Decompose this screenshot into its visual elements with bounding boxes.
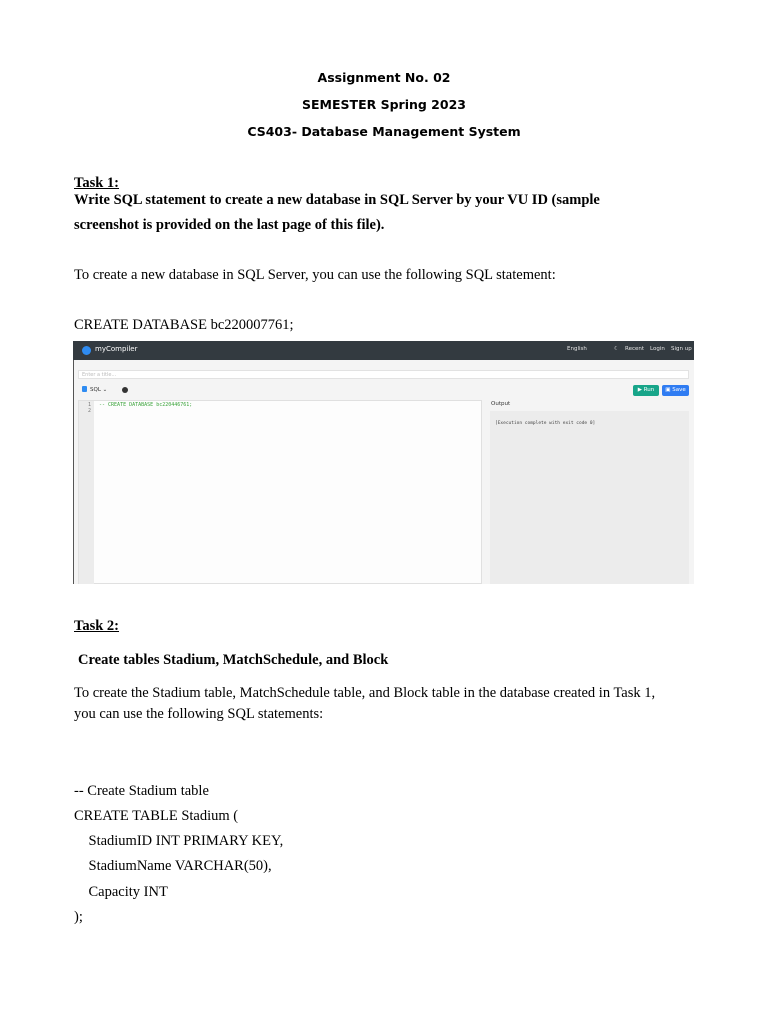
- task1-heading: Task 1:: [74, 175, 120, 191]
- sql-icon: [82, 386, 87, 392]
- output-text: [Execution complete with exit code 0]: [495, 421, 596, 426]
- task1-intro: To create a new database in SQL Server, you can use the following SQL statement:: [74, 267, 556, 283]
- output-label: Output: [491, 401, 511, 407]
- nav-login: Login: [650, 346, 665, 352]
- output-panel: [490, 411, 689, 584]
- task2-subheading: Create tables Stadium, MatchSchedule, and Block: [78, 652, 389, 668]
- language-select: SQL ⌄: [82, 385, 114, 395]
- title-input: Enter a title...: [78, 370, 689, 379]
- line-number: 2: [87, 408, 91, 414]
- compiler-screenshot: [73, 341, 694, 584]
- save-button: ▣ Save: [662, 385, 689, 396]
- editor-gutter: [79, 401, 94, 584]
- screenshot-border: [73, 360, 74, 584]
- compiler-logo-icon: [82, 346, 91, 355]
- code-line: -- Create Stadium table: [74, 783, 209, 799]
- assignment-title: Assignment No. 02: [317, 70, 451, 85]
- info-icon: [122, 387, 128, 393]
- compiler-topbar: [73, 341, 694, 360]
- nav-recent: Recent: [625, 346, 645, 352]
- task1-question-line2: screenshot is provided on the last page of this file).: [74, 217, 385, 233]
- nav-signup: Sign up: [671, 346, 692, 352]
- code-line: Capacity INT: [74, 884, 168, 900]
- code-line: StadiumName VARCHAR(50),: [74, 858, 272, 874]
- task2-intro-line1: To create the Stadium table, MatchSchedule table, and Block table in the database created in Task 1,: [74, 685, 656, 701]
- semester-title: SEMESTER Spring 2023: [302, 97, 466, 112]
- code-line: StadiumID INT PRIMARY KEY,: [74, 833, 284, 849]
- language-select-label: SQL: [90, 387, 101, 393]
- code-line: -- CREATE DATABASE bc220446761;: [99, 402, 193, 408]
- task2-heading: Task 2:: [74, 618, 120, 634]
- task1-question-line1: Write SQL statement to create a new database in SQL Server by your VU ID (sample: [74, 192, 600, 208]
- theme-icon: ☾: [614, 346, 619, 352]
- code-editor: [78, 400, 482, 584]
- course-title: CS403- Database Management System: [247, 124, 521, 139]
- run-button: ▶ Run: [633, 385, 659, 396]
- task2-intro-line2: you can use the following SQL statements:: [74, 706, 324, 722]
- code-line: );: [74, 909, 83, 925]
- line-number: 1: [87, 402, 91, 408]
- compiler-brand: myCompiler: [95, 345, 138, 353]
- task1-statement: CREATE DATABASE bc220007761;: [74, 317, 294, 333]
- code-line: CREATE TABLE Stadium (: [74, 808, 239, 824]
- language-menu: English: [567, 346, 587, 352]
